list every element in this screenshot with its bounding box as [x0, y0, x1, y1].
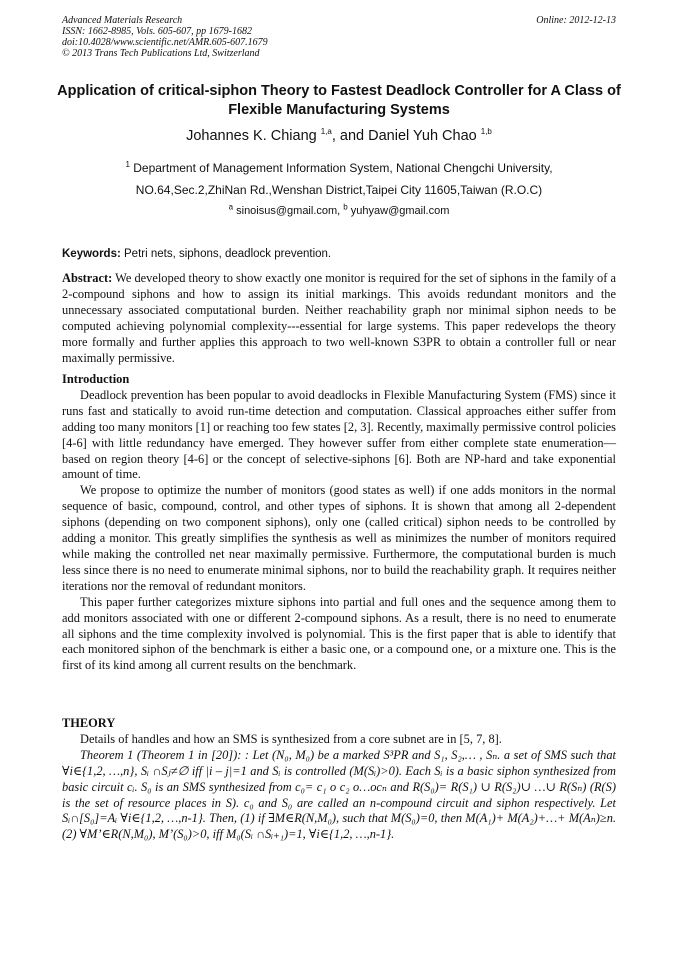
- email-line: [40, 202, 638, 217]
- abstract: [62, 271, 616, 366]
- author-line: [40, 127, 638, 145]
- author-name: Daniel Yuh Chao: [368, 128, 477, 144]
- email-mark: b: [343, 202, 348, 212]
- introduction-section: [62, 372, 616, 674]
- online-date: Online: 2012-12-13: [536, 15, 616, 26]
- running-header-left: [62, 15, 268, 59]
- section-heading: THEORY: [62, 716, 116, 730]
- paragraph: Details of handles and how an SMS is synthesized from a core subnet are in [5, 7, 8].: [80, 731, 502, 746]
- affiliation: [40, 157, 638, 201]
- email-mark: a: [228, 202, 234, 212]
- journal-name: Advanced Materials Research: [62, 15, 183, 26]
- paragraph: We propose to optimize the number of monitors (good states as well) if one adds monitors in the normal sequence of basic, compound, control, and other types of siphons. It is shown that among all 2-dependent siphons (depending on two component siphons), only one (called critical) siphon needs to be controlled by adding a monitor. This greatly simplifies the synthesis as well as minimizes the number of monitors required while making the controlled net near maximally permissive. Furthermore, the computational burden is much less since there is no need to enumerate minimal siphons, nor to build the reachability graph. It requires neither iterations nor the removal of redundant monitors.: [62, 483, 616, 593]
- author-name: Johannes K. Chiang: [186, 128, 317, 144]
- email-address: yuhyaw@gmail.com: [350, 205, 450, 217]
- copyright-line: © 2013 Trans Tech Publications Ltd, Switzerland: [62, 48, 260, 59]
- paragraph: This paper further categorizes mixture siphons into partial and full ones and the sequence among them to add monitors associated with one or different 2-compound siphons. As a result, there is no need to enumerate all siphons and the time complexity involved is polynomial. This is the first paper that is able to identify that each monitored siphon of the benchmark is either a basic one, or a compound one, or a mixture one. This is the first of its kind among all current results on the benchmark.: [62, 594, 616, 673]
- author-superscript: 1,a: [320, 127, 332, 137]
- keywords-label: Keywords:: [62, 248, 121, 260]
- doi-line: doi:10.4028/www.scientific.net/AMR.605-607.1679: [62, 37, 268, 48]
- email-address: sinoisus@gmail.com,: [236, 205, 341, 217]
- issn-line: ISSN: 1662-8985, Vols. 605-607, pp 1679-1682: [62, 26, 252, 37]
- theory-section: [62, 716, 616, 843]
- paper-title: Application of critical-siphon Theory to Fastest Deadlock Controller for A Class of Flexible Manufacturing Systems: [57, 83, 621, 118]
- abstract-text: We developed theory to show exactly one monitor is required for the set of siphons in the family of a 2-compound siphons and how to assign its initial markings. This avoids redundant monitors and the unnecessary associated computational burden. Neither reachability graph nor minimal siphon needs to be computed achieving polynomial complexity---essential for large systems. This paper redevelops the theory more formally and further applies this approach to two well-known S3PR to obtain a controller full or near maximally permissive.: [62, 271, 616, 365]
- author-superscript: 1,b: [480, 127, 492, 137]
- abstract-label: Abstract:: [62, 271, 113, 285]
- affiliation-line: NO.64,Sec.2,ZhiNan Rd.,Wenshan District,Taipei City 11605,Taiwan (R.O.C): [135, 183, 543, 197]
- section-heading: Introduction: [62, 372, 130, 386]
- keywords: [62, 248, 616, 260]
- theorem-paragraph: Theorem 1 (Theorem 1 in [20]): : Let (N₀, M₀) be a marked S³PR and S₁, S₂,… , Sₙ. a set of SMS such that ∀i∈{1,2, …,n}, Sᵢ ∩Sⱼ≠∅ iff |i – j|=1 and Sᵢ is controlled (M(Sᵢ)>0). Each Sᵢ is a basic siphon synthesized from basic circuit cᵢ. S₀ is an SMS synthesized from c₀= c₁ o c₂ o…ocₙ and R(S₀)= R(S₁) ∪ R(S₂)∪ …∪ R(Sₙ) (R(S) is the set of resource places in S). c₀ and S₀ are called an n-compound circuit and siphon respectively. Let Sᵢ∩[S₀]=Aᵢ ∀i∈{1,2, …,n-1}. Then, (1) if ∃M∈R(N,M₀), such that M(S₀)=0, then M(A₁)+ M(A₂)+…+ M(Aₙ)≥n. (2) ∀M’∈R(N,M₀), M’(S₀)>0, iff M₀(Sᵢ ∩Sᵢ₊₁)=1, ∀i∈{1,2, …,n-1}.: [62, 747, 616, 842]
- affiliation-line: Department of Management Information System, National Chengchi University,: [133, 161, 553, 175]
- author-separator: , and: [331, 128, 369, 144]
- affiliation-number: 1: [125, 160, 130, 169]
- paragraph: Deadlock prevention has been popular to avoid deadlocks in Flexible Manufacturing System (FMS) since it runs fast and statically to avoid run-time detection and computation. Classical approaches either suffer from adding too many monitors [1] or reaching too few states [2, 3]. Recently, maximally permissive control policies [4-6] with little redundancy have emerged. They however suffer from either complete state enumeration—based on region theory [4-6] or the concept of selective-siphons [6]. Both are NP-hard and take exponential amount of time.: [62, 387, 616, 482]
- keywords-text: Petri nets, siphons, deadlock prevention.: [124, 248, 332, 260]
